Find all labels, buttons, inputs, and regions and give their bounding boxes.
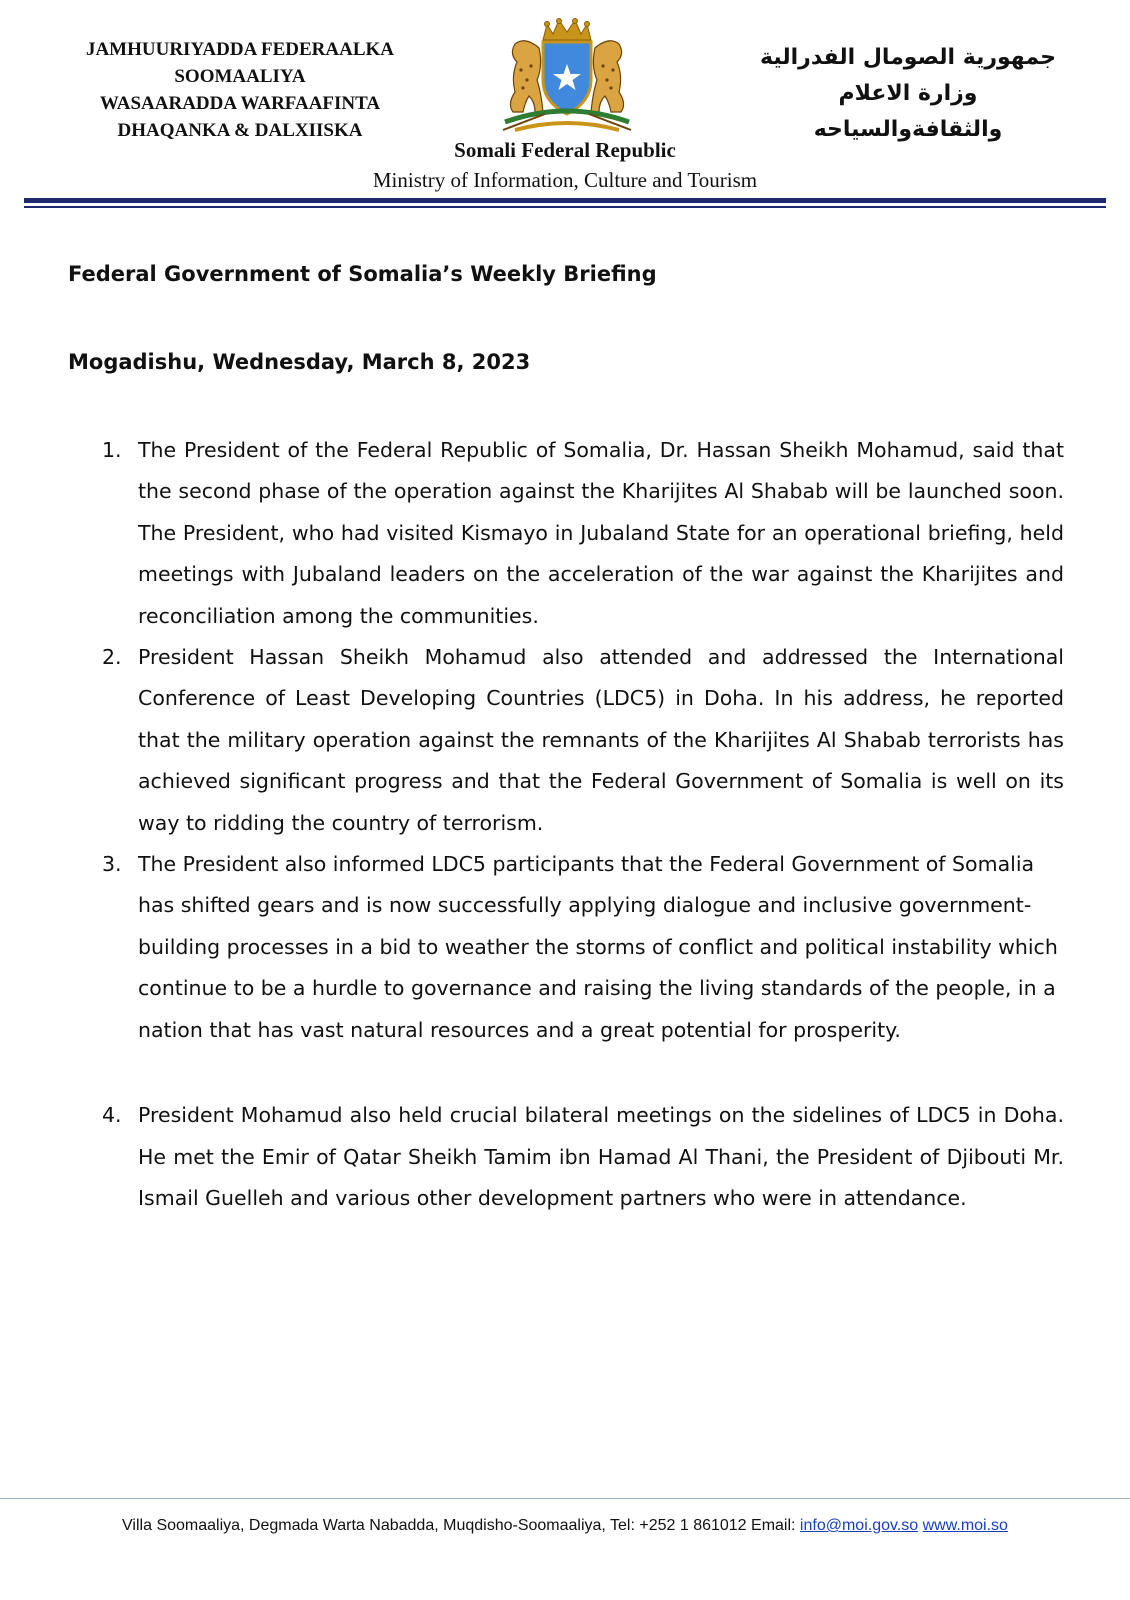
somali-ministry-name — [60, 36, 420, 144]
list-item-text: President Mohamud also held crucial bilateral meetings on the sidelines of LDC5 in Doha. He met the Emir of Qatar Sheikh Tamim ibn Hamad Al Thani, the President of Djibouti Mr. Ismail Guelleh and various other development partners who were in attendance. — [138, 1103, 1064, 1210]
header-left-line: SOOMAALIYA — [174, 66, 306, 87]
list-item-number: 2. — [102, 645, 122, 670]
header-left-line: WASAARADDA WARFAAFINTA — [99, 93, 381, 114]
header-left-line: JAMHUURIYADDA FEDERAALKA — [85, 39, 395, 60]
somalia-coat-of-arms-icon — [485, 18, 649, 136]
list-item — [68, 1095, 1064, 1219]
document-title: Federal Government of Somalia’s Weekly Briefing — [68, 262, 657, 286]
header-right-line: وزارة الاعلام — [838, 81, 978, 106]
header-right-line: والثقافةوالسياحه — [813, 117, 1003, 142]
document-dateline: Mogadishu, Wednesday, March 8, 2023 — [68, 350, 531, 374]
footer-divider — [0, 1498, 1130, 1499]
footer-address: Villa Soomaaliya, Degmada Warta Nabadda, Muqdisho-Soomaaliya, Tel: +252 1 861012 Email: — [122, 1517, 800, 1534]
list-item-text: The President also informed LDC5 participants that the Federal Government of Somalia has shifted gears and is now successfully applying dialogue and inclusive government-building processes in a bid to weather the storms of conflict and political instability which continue to be a hurdle to governance and raising the living standards of the people, in a nation that has vast natural resources and a great potential for prosperity. — [138, 852, 1058, 1042]
list-item-text: The President of the Federal Republic of Somalia, Dr. Hassan Sheikh Mohamud, said that the second phase of the operation against the Kharijites Al Shabab will be launched soon. The President, who had visited Kismayo in Jubaland State for an operational briefing, held meetings with Jubaland leaders on the acceleration of the war against the Kharijites and reconciliation among the communities. — [138, 438, 1064, 628]
list-item — [68, 844, 1064, 1051]
page-footer — [0, 1517, 1130, 1535]
list-item-number: 1. — [102, 438, 122, 462]
arabic-ministry-name — [738, 40, 1078, 148]
header-left-line: DHAQANKA & DALXIISKA — [117, 120, 363, 141]
list-item — [68, 637, 1064, 844]
list-item-number: 4. — [102, 1103, 122, 1128]
website-link[interactable]: www.moi.so — [922, 1517, 1008, 1534]
list-item — [68, 430, 1064, 637]
briefing-list — [68, 430, 1064, 1219]
email-link[interactable]: info@moi.gov.so — [799, 1517, 919, 1534]
list-item-number: 3. — [102, 852, 122, 877]
header-divider — [24, 206, 1106, 208]
list-item-text: President Hassan Sheikh Mohamud also attended and addressed the International Conference of Least Developing Countries (LDC5) in Doha. In his address, he reported that the military operation against the remnants of the Kharijites Al Shabab terrorists has achieved significant progress and that the Federal Government of Somalia is well on its way to ridding the country of terrorism. — [138, 645, 1064, 835]
ministry-name: Ministry of Information, Culture and Tourism — [372, 168, 758, 192]
republic-name: Somali Federal Republic — [454, 138, 676, 162]
header-divider — [24, 198, 1106, 203]
header-right-line: جمهورية الصومال الفدرالية — [760, 45, 1056, 70]
